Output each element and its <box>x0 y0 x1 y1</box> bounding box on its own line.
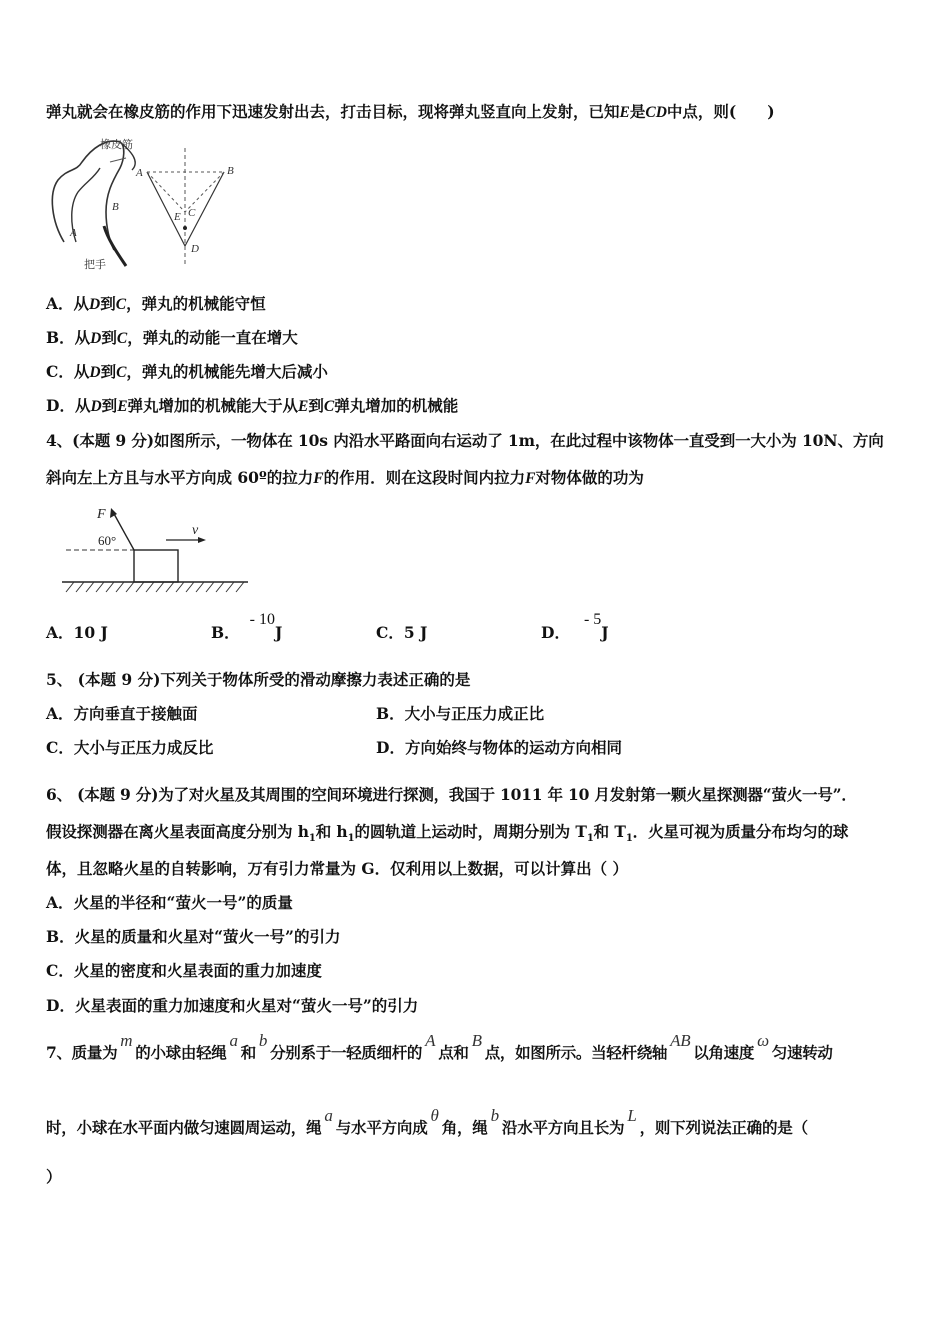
q4-stem-text: 斜向左上方且与水平方向成 60º的拉力 <box>46 468 314 487</box>
option-letter: A． <box>46 294 74 313</box>
option-text: 大小与正压力成正比 <box>404 704 545 723</box>
q3-stem-end: 中点，则( ) <box>666 102 775 121</box>
option-text: 到 <box>100 294 116 313</box>
option-point: D <box>89 296 101 313</box>
option-text: 方向始终与物体的运动方向相同 <box>404 738 622 757</box>
fig-rubber-label: 橡皮筋 <box>100 139 133 151</box>
option-letter: C． <box>46 738 74 757</box>
q7-stem-text: 时，小球在水平面内做匀速圆周运动，绳 <box>46 1118 322 1137</box>
option-text: 从 <box>74 396 91 415</box>
option-exponent: - 5 <box>583 611 602 628</box>
q7-stem-text: ） <box>46 1167 62 1186</box>
fig-a-left-label: A <box>70 227 77 239</box>
q5-option-b <box>376 703 544 725</box>
option-letter: A． <box>46 893 74 912</box>
option-point: D <box>90 398 102 415</box>
option-point: E <box>117 398 128 415</box>
option-exponent: - 10 <box>249 611 275 628</box>
q7-var-rope-b: b <box>490 1106 499 1125</box>
option-text: 火星的半径和“萤火一号”的质量 <box>73 893 293 912</box>
option-text: 从 <box>73 362 90 381</box>
option-text: 到 <box>100 362 117 381</box>
q4-force-figure <box>60 500 260 600</box>
q7-stem-text: 的小球由轻绳 <box>135 1043 227 1062</box>
option-text: ，弹丸的机械能先增大后减小 <box>126 362 328 381</box>
q3-stem-cd: CD <box>645 104 667 121</box>
q7-var-mass: m <box>120 1031 133 1050</box>
point-e <box>183 226 187 230</box>
line-a-d <box>147 172 185 246</box>
q4-stem-text: 对物体做的功为 <box>535 468 644 487</box>
option-letter: C． <box>376 623 404 642</box>
fig-d-label: D <box>191 243 199 255</box>
slingshot-frame <box>52 141 123 250</box>
option-text: 10 J <box>73 623 108 642</box>
q3-option-d <box>46 395 458 418</box>
q4-stem-text: 的作用．则在这段时间内拉力 <box>323 468 526 487</box>
q7-var-omega: ω <box>757 1031 769 1050</box>
q4-stem-line1 <box>46 430 884 452</box>
q6-stem-text: 和 h <box>315 822 348 841</box>
q4-stem-text: 4、(本题 9 分)如图所示，一物体在 10s 内沿水平路面向右运动了 1m，在此过程中该物体一直受到一大小为 10N、方向 <box>46 431 884 450</box>
q6-stem-text: 假设探测器在离火星表面高度分别为 h <box>46 822 309 841</box>
option-point: C <box>323 398 335 415</box>
q4-option-c <box>376 622 427 644</box>
fig-c-label: C <box>188 207 196 219</box>
fig-force-label: F <box>97 507 106 522</box>
q7-stem-text: 和 <box>240 1043 256 1062</box>
q3-stem-mid: 是 <box>629 102 646 121</box>
q7-var-theta: θ <box>430 1106 439 1125</box>
q7-var-point-a: A <box>425 1031 436 1050</box>
q3-stem-text: 弹丸就会在橡皮筋的作用下迅速发射出去，打击目标，现将弹丸竖直向上发射，已知 <box>46 102 620 121</box>
line-b-c <box>185 172 224 212</box>
subscript: 1 <box>586 833 594 845</box>
q7-var-axis: AB <box>670 1031 691 1050</box>
q7-stem-line1 <box>46 1031 833 1064</box>
option-letter: B． <box>46 328 75 347</box>
option-text: 到 <box>308 396 324 415</box>
q6-stem-text: 和 T <box>593 822 626 841</box>
q7-var-rope-a: a <box>229 1031 238 1050</box>
q5-option-a <box>46 703 198 725</box>
q3-stem-e: E <box>619 104 630 121</box>
option-letter: A． <box>46 623 74 642</box>
q4-force-var: F <box>525 470 536 487</box>
q6-stem-line3 <box>46 858 628 880</box>
q5-option-c <box>46 737 213 759</box>
fig-b-label: B <box>227 165 234 177</box>
q7-stem-text: 点，如图所示。当轻杆绕轴 <box>484 1043 668 1062</box>
fig-velocity-label: v <box>192 523 199 538</box>
fig-a-label: A <box>136 167 143 179</box>
option-point: E <box>298 398 309 415</box>
option-text: 到 <box>101 396 118 415</box>
option-text: ，弹丸的动能一直在增大 <box>127 328 298 347</box>
option-letter: D． <box>46 396 75 415</box>
option-text: J <box>274 623 283 642</box>
option-text: 到 <box>101 328 117 347</box>
option-text: 火星的质量和火星对“萤火一号”的引力 <box>74 927 341 946</box>
q4-option-b <box>211 611 283 645</box>
q4-option-a <box>46 622 108 644</box>
q6-stem-text: 的圆轨道上运动时，周期分别为 T <box>354 822 587 841</box>
q7-var-rope-a: a <box>324 1106 333 1125</box>
q7-stem-text: 以角速度 <box>693 1043 755 1062</box>
q3-option-b <box>46 327 298 350</box>
q5-stem-text: 5、 (本题 9 分)下列关于物体所受的滑动摩擦力表述正确的是 <box>46 670 471 689</box>
q3-option-a <box>46 293 266 316</box>
option-text: 大小与正压力成反比 <box>73 738 214 757</box>
velocity-arrowhead <box>198 537 206 543</box>
q6-option-b <box>46 926 340 948</box>
option-text: 弹丸增加的机械能大于从 <box>127 396 299 415</box>
q3-option-c <box>46 361 328 384</box>
block <box>134 550 178 582</box>
q7-stem-text: 7、质量为 <box>46 1043 118 1062</box>
slingshot-grip <box>104 226 126 266</box>
option-point: C <box>116 330 128 347</box>
fig-angle-label: 60° <box>98 533 117 548</box>
option-point: D <box>90 330 102 347</box>
option-letter: D． <box>541 623 570 642</box>
q7-stem-line3 <box>46 1166 62 1188</box>
option-letter: C． <box>46 961 74 980</box>
option-text: 5 J <box>403 623 428 642</box>
option-point: D <box>89 364 101 381</box>
q7-stem-text: 与水平方向成 <box>335 1118 428 1137</box>
option-text: 从 <box>74 328 91 347</box>
q6-stem-text: 体，且忽略火星的自转影响，万有引力常量为 G．仅利用以上数据，可以计算出（ ） <box>46 859 629 878</box>
option-text: 从 <box>73 294 90 313</box>
option-letter: B． <box>211 623 240 642</box>
q6-option-d <box>46 995 418 1017</box>
option-text: ，弹丸的机械能守恒 <box>126 294 266 313</box>
q7-stem-text: 角，绳 <box>441 1118 488 1137</box>
fig-b-left-label: B <box>112 201 119 213</box>
q4-option-d <box>541 611 609 645</box>
subscript: 1 <box>308 833 316 845</box>
q5-option-d <box>376 737 622 759</box>
q6-option-c <box>46 960 322 982</box>
option-point: C <box>115 296 127 313</box>
option-point: C <box>116 364 127 381</box>
q4-stem-line2 <box>46 467 644 490</box>
q3-stem <box>46 101 775 124</box>
q7-stem-text: ，则下列说法正确的是（ <box>639 1118 808 1137</box>
option-text: 弹丸增加的机械能 <box>334 396 459 415</box>
option-text: 火星的密度和火星表面的重力加速度 <box>73 961 322 980</box>
q7-var-point-b: B <box>471 1031 482 1050</box>
option-text: 火星表面的重力加速度和火星对“萤火一号”的引力 <box>74 996 419 1015</box>
subscript: 1 <box>625 833 633 845</box>
q7-var-length: L <box>627 1106 637 1125</box>
q4-force-var: F <box>313 470 324 487</box>
q3-slingshot-figure <box>46 132 246 274</box>
q7-stem-text: 分别系于一轻质细杆的 <box>270 1043 423 1062</box>
q6-stem-text: 6、 (本题 9 分)为了对火星及其周围的空间环境进行探测，我国于 1011 年 10 月发射第一颗火星探测器“萤火一号”． <box>46 785 857 804</box>
q5-stem <box>46 669 470 691</box>
option-letter: C． <box>46 362 74 381</box>
option-text: 方向垂直于接触面 <box>73 704 198 723</box>
option-letter: B． <box>376 704 405 723</box>
q7-stem-line2 <box>46 1106 808 1139</box>
option-letter: A． <box>46 704 74 723</box>
q7-stem-text: 点和 <box>438 1043 469 1062</box>
q6-stem-text: ．火星可视为质量分布均匀的球 <box>632 822 849 841</box>
fig-e-label: E <box>174 211 181 223</box>
q7-stem-text: 匀速转动 <box>771 1043 833 1062</box>
fig-handle-label: 把手 <box>84 259 106 271</box>
q6-option-a <box>46 892 293 914</box>
option-letter: B． <box>46 927 75 946</box>
q6-stem-line2 <box>46 821 848 850</box>
line-a-c <box>147 172 185 212</box>
option-letter: D． <box>46 996 75 1015</box>
option-text: J <box>601 623 609 642</box>
q7-var-rope-b: b <box>258 1031 268 1050</box>
q7-stem-text: 沿水平方向且长为 <box>501 1118 625 1137</box>
option-letter: D． <box>376 738 405 757</box>
subscript: 1 <box>347 833 355 845</box>
q6-stem-line1 <box>46 784 857 806</box>
ground-hatch <box>66 582 244 592</box>
